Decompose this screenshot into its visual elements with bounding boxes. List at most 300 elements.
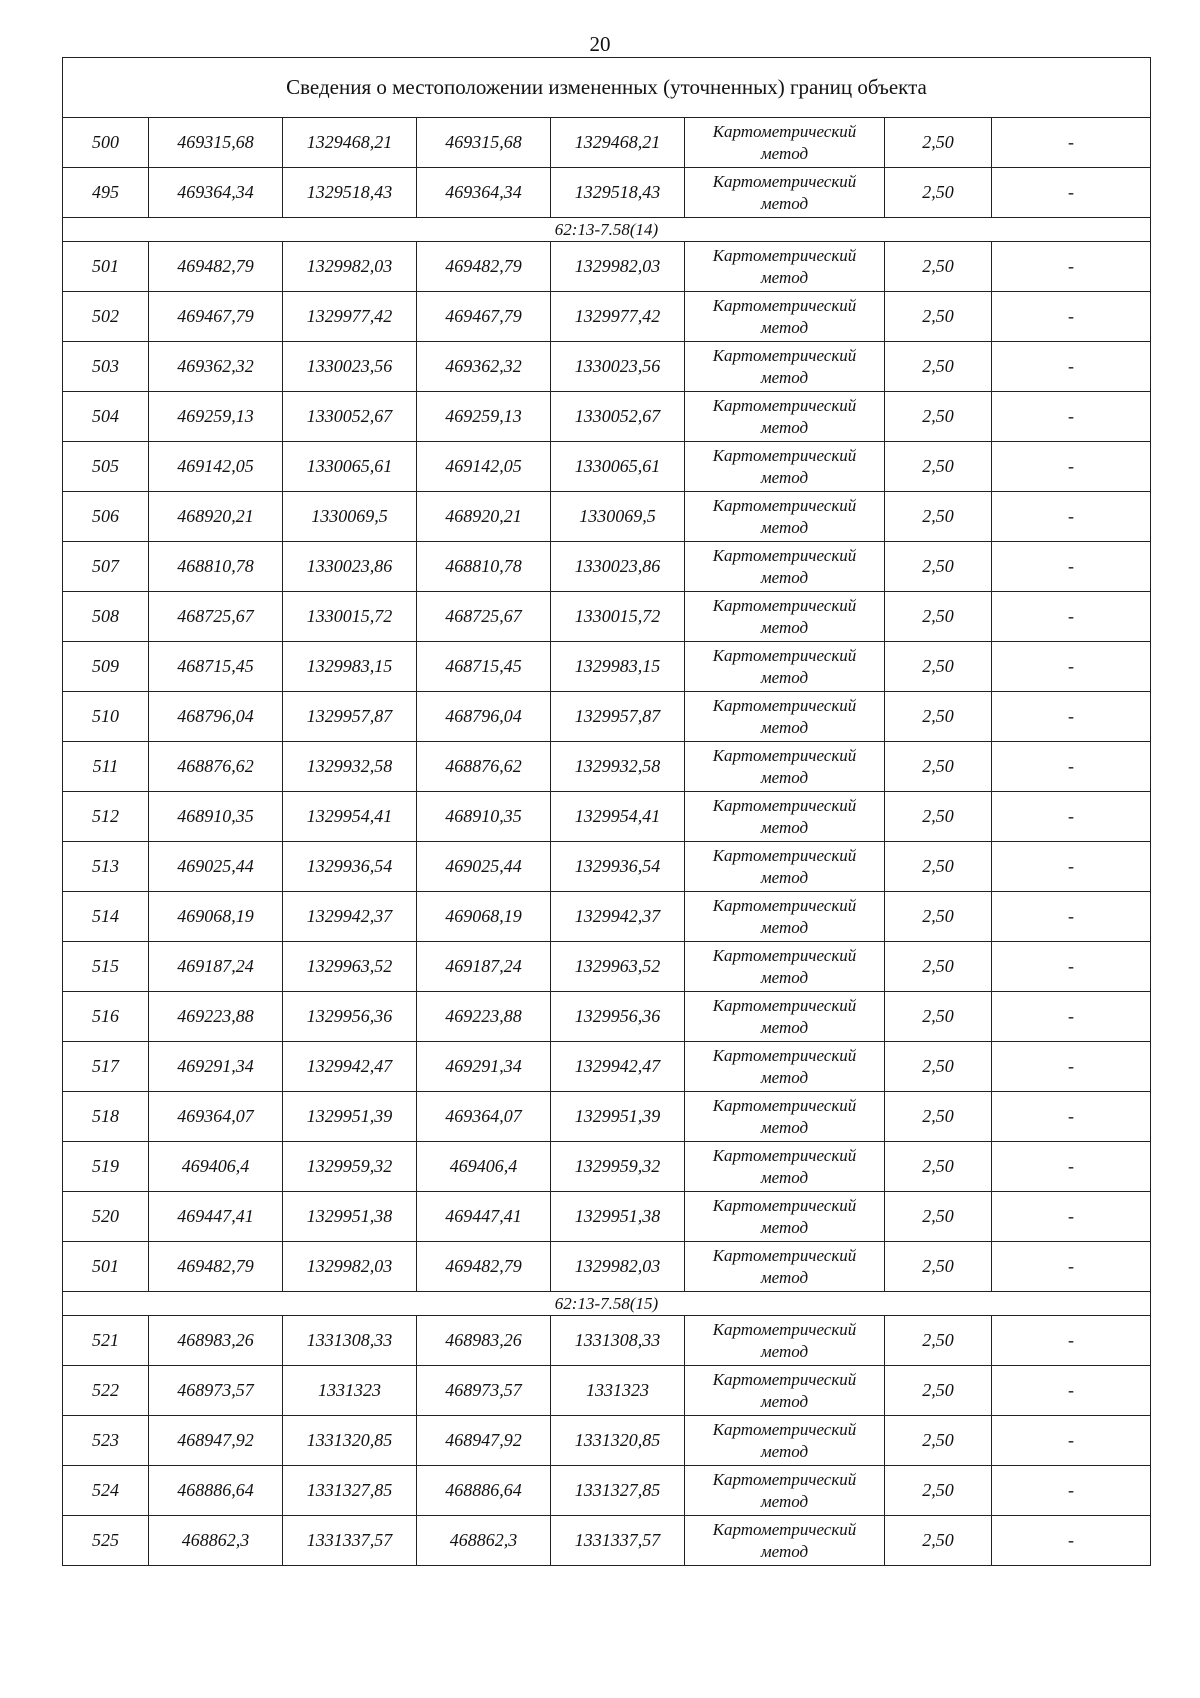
method-cell: [685, 1192, 885, 1242]
x-old-cell: 469467,79: [149, 292, 283, 342]
method-line-1: Картометрический: [712, 245, 857, 265]
table-row: [63, 792, 1151, 842]
x-old-cell: 469406,4: [149, 1142, 283, 1192]
y-new-cell: 1329983,15: [551, 642, 685, 692]
accuracy-cell: 2,50: [885, 1042, 992, 1092]
accuracy-cell: 2,50: [885, 592, 992, 642]
y-new-cell: 1329518,43: [551, 168, 685, 218]
y-old-cell: 1329951,38: [283, 1192, 417, 1242]
y-old-cell: 1329956,36: [283, 992, 417, 1042]
x-new-cell: 469068,19: [417, 892, 551, 942]
point-number-cell: 522: [63, 1366, 149, 1416]
y-old-cell: 1331337,57: [283, 1516, 417, 1566]
point-number-cell: 502: [63, 292, 149, 342]
x-old-cell: 468983,26: [149, 1316, 283, 1366]
table-row: [63, 1192, 1151, 1242]
x-new-cell: 469364,34: [417, 168, 551, 218]
method-line-2: метод: [760, 867, 809, 887]
method-cell: [685, 442, 885, 492]
table-row: [63, 1416, 1151, 1466]
method-line-2: метод: [760, 817, 809, 837]
table-row: [63, 392, 1151, 442]
accuracy-cell: 2,50: [885, 942, 992, 992]
accuracy-cell: 2,50: [885, 168, 992, 218]
table-row: [63, 1242, 1151, 1292]
y-new-cell: 1331323: [551, 1366, 685, 1416]
y-new-cell: 1329982,03: [551, 1242, 685, 1292]
x-old-cell: 468862,3: [149, 1516, 283, 1566]
point-number-cell: 512: [63, 792, 149, 842]
method-line-2: метод: [760, 1267, 809, 1287]
y-new-cell: 1331337,57: [551, 1516, 685, 1566]
method-line-2: метод: [760, 567, 809, 587]
x-old-cell: 468796,04: [149, 692, 283, 742]
table-row: [63, 292, 1151, 342]
x-new-cell: 469025,44: [417, 842, 551, 892]
accuracy-cell: 2,50: [885, 1466, 992, 1516]
method-line-1: Картометрический: [712, 1195, 857, 1215]
method-line-1: Картометрический: [712, 395, 857, 415]
accuracy-cell: 2,50: [885, 992, 992, 1042]
y-new-cell: 1330065,61: [551, 442, 685, 492]
point-number-cell: 507: [63, 542, 149, 592]
method-line-2: метод: [760, 1167, 809, 1187]
y-new-cell: 1329982,03: [551, 242, 685, 292]
table-row: [63, 1042, 1151, 1092]
x-old-cell: 469068,19: [149, 892, 283, 942]
method-line-1: Картометрический: [712, 1369, 857, 1389]
method-cell: [685, 992, 885, 1042]
method-cell: [685, 1142, 885, 1192]
method-line-2: метод: [760, 193, 809, 213]
method-cell: [685, 642, 885, 692]
table-row: [63, 1366, 1151, 1416]
point-number-cell: 495: [63, 168, 149, 218]
section-header-row: [63, 218, 1151, 242]
method-line-1: Картометрический: [712, 845, 857, 865]
method-line-1: Картометрический: [712, 595, 857, 615]
y-new-cell: 1330015,72: [551, 592, 685, 642]
method-cell: [685, 118, 885, 168]
method-line-2: метод: [760, 517, 809, 537]
description-cell: -: [992, 442, 1151, 492]
y-old-cell: 1330069,5: [283, 492, 417, 542]
method-line-1: Картометрический: [712, 171, 857, 191]
method-line-1: Картометрический: [712, 295, 857, 315]
accuracy-cell: 2,50: [885, 1316, 992, 1366]
method-line-2: метод: [760, 1541, 809, 1561]
x-new-cell: 469291,34: [417, 1042, 551, 1092]
description-cell: -: [992, 1192, 1151, 1242]
y-new-cell: 1329956,36: [551, 992, 685, 1042]
method-cell: [685, 1242, 885, 1292]
point-number-cell: 514: [63, 892, 149, 942]
accuracy-cell: 2,50: [885, 118, 992, 168]
y-new-cell: 1329468,21: [551, 118, 685, 168]
y-old-cell: 1329957,87: [283, 692, 417, 742]
point-number-cell: 525: [63, 1516, 149, 1566]
description-cell: -: [992, 942, 1151, 992]
accuracy-cell: 2,50: [885, 642, 992, 692]
point-number-cell: 501: [63, 1242, 149, 1292]
description-cell: -: [992, 1466, 1151, 1516]
x-old-cell: 468920,21: [149, 492, 283, 542]
description-cell: -: [992, 842, 1151, 892]
y-old-cell: 1329518,43: [283, 168, 417, 218]
x-new-cell: 468810,78: [417, 542, 551, 592]
method-line-1: Картометрический: [712, 445, 857, 465]
y-old-cell: 1331308,33: [283, 1316, 417, 1366]
point-number-cell: 503: [63, 342, 149, 392]
method-line-2: метод: [760, 967, 809, 987]
method-line-2: метод: [760, 1067, 809, 1087]
description-cell: -: [992, 118, 1151, 168]
accuracy-cell: 2,50: [885, 442, 992, 492]
table-title-row: [63, 58, 1151, 118]
y-new-cell: 1329951,39: [551, 1092, 685, 1142]
x-old-cell: 468910,35: [149, 792, 283, 842]
method-cell: [685, 842, 885, 892]
x-new-cell: 469259,13: [417, 392, 551, 442]
point-number-cell: 519: [63, 1142, 149, 1192]
x-new-cell: 468910,35: [417, 792, 551, 842]
x-old-cell: 469142,05: [149, 442, 283, 492]
method-line-2: метод: [760, 1391, 809, 1411]
table-title: Сведения о местоположении измененных (уточненных) границ объекта: [63, 58, 1151, 118]
method-line-2: метод: [760, 767, 809, 787]
y-old-cell: 1330052,67: [283, 392, 417, 442]
method-cell: [685, 1516, 885, 1566]
point-number-cell: 517: [63, 1042, 149, 1092]
accuracy-cell: 2,50: [885, 1142, 992, 1192]
description-cell: -: [992, 992, 1151, 1042]
description-cell: -: [992, 242, 1151, 292]
y-new-cell: 1329957,87: [551, 692, 685, 742]
table-row: [63, 118, 1151, 168]
x-old-cell: 469364,07: [149, 1092, 283, 1142]
accuracy-cell: 2,50: [885, 242, 992, 292]
description-cell: -: [992, 592, 1151, 642]
y-new-cell: 1329942,47: [551, 1042, 685, 1092]
x-old-cell: 469315,68: [149, 118, 283, 168]
point-number-cell: 508: [63, 592, 149, 642]
method-line-1: Картометрический: [712, 121, 857, 141]
point-number-cell: 510: [63, 692, 149, 742]
point-number-cell: 500: [63, 118, 149, 168]
method-cell: [685, 1042, 885, 1092]
y-new-cell: 1331327,85: [551, 1466, 685, 1516]
table-row: [63, 942, 1151, 992]
description-cell: -: [992, 742, 1151, 792]
table-row: [63, 992, 1151, 1042]
table-row: [63, 492, 1151, 542]
x-old-cell: 469362,32: [149, 342, 283, 392]
x-new-cell: 468973,57: [417, 1366, 551, 1416]
method-line-2: метод: [760, 1017, 809, 1037]
x-old-cell: 468810,78: [149, 542, 283, 592]
y-new-cell: 1329954,41: [551, 792, 685, 842]
y-old-cell: 1329942,47: [283, 1042, 417, 1092]
description-cell: -: [992, 692, 1151, 742]
y-old-cell: 1329983,15: [283, 642, 417, 692]
method-line-1: Картометрический: [712, 1319, 857, 1339]
table-row: [63, 742, 1151, 792]
point-number-cell: 509: [63, 642, 149, 692]
method-line-2: метод: [760, 317, 809, 337]
method-line-1: Картометрический: [712, 745, 857, 765]
y-new-cell: 1329959,32: [551, 1142, 685, 1192]
accuracy-cell: 2,50: [885, 792, 992, 842]
x-new-cell: 469447,41: [417, 1192, 551, 1242]
x-old-cell: 469223,88: [149, 992, 283, 1042]
x-new-cell: 468715,45: [417, 642, 551, 692]
method-line-2: метод: [760, 717, 809, 737]
method-cell: [685, 592, 885, 642]
x-new-cell: 469467,79: [417, 292, 551, 342]
y-old-cell: 1330015,72: [283, 592, 417, 642]
x-old-cell: 468876,62: [149, 742, 283, 792]
y-old-cell: 1329951,39: [283, 1092, 417, 1142]
point-number-cell: 521: [63, 1316, 149, 1366]
table-row: [63, 1516, 1151, 1566]
method-cell: [685, 168, 885, 218]
x-new-cell: 468796,04: [417, 692, 551, 742]
x-old-cell: 468886,64: [149, 1466, 283, 1516]
method-cell: [685, 892, 885, 942]
x-new-cell: 468876,62: [417, 742, 551, 792]
description-cell: -: [992, 1242, 1151, 1292]
accuracy-cell: 2,50: [885, 1092, 992, 1142]
y-new-cell: 1329977,42: [551, 292, 685, 342]
method-line-1: Картометрический: [712, 995, 857, 1015]
method-cell: [685, 292, 885, 342]
description-cell: -: [992, 1316, 1151, 1366]
cadastral-section-label: 62:13-7.58(15): [63, 1292, 1151, 1316]
table-row: [63, 442, 1151, 492]
point-number-cell: 520: [63, 1192, 149, 1242]
method-line-2: метод: [760, 367, 809, 387]
method-cell: [685, 1316, 885, 1366]
y-old-cell: 1330023,56: [283, 342, 417, 392]
y-old-cell: 1329936,54: [283, 842, 417, 892]
method-line-1: Картометрический: [712, 1145, 857, 1165]
accuracy-cell: 2,50: [885, 292, 992, 342]
boundary-coordinates-table: [62, 57, 1151, 1566]
method-cell: [685, 1416, 885, 1466]
x-new-cell: 469406,4: [417, 1142, 551, 1192]
x-new-cell: 469223,88: [417, 992, 551, 1042]
x-old-cell: 469364,34: [149, 168, 283, 218]
x-old-cell: 469482,79: [149, 1242, 283, 1292]
accuracy-cell: 2,50: [885, 842, 992, 892]
accuracy-cell: 2,50: [885, 342, 992, 392]
y-new-cell: 1331320,85: [551, 1416, 685, 1466]
y-old-cell: 1330065,61: [283, 442, 417, 492]
y-old-cell: 1329963,52: [283, 942, 417, 992]
x-new-cell: 468725,67: [417, 592, 551, 642]
table-row: [63, 642, 1151, 692]
table-row: [63, 1092, 1151, 1142]
x-old-cell: 469187,24: [149, 942, 283, 992]
x-new-cell: 468886,64: [417, 1466, 551, 1516]
page-number: 20: [589, 32, 611, 56]
method-line-2: метод: [760, 1341, 809, 1361]
method-line-1: Картометрический: [712, 545, 857, 565]
accuracy-cell: 2,50: [885, 392, 992, 442]
table-row: [63, 342, 1151, 392]
x-new-cell: 469482,79: [417, 242, 551, 292]
description-cell: -: [992, 892, 1151, 942]
description-cell: -: [992, 542, 1151, 592]
y-old-cell: 1329977,42: [283, 292, 417, 342]
point-number-cell: 504: [63, 392, 149, 442]
point-number-cell: 505: [63, 442, 149, 492]
method-cell: [685, 242, 885, 292]
y-new-cell: 1329932,58: [551, 742, 685, 792]
description-cell: -: [992, 492, 1151, 542]
table-row: [63, 692, 1151, 742]
method-line-1: Картометрический: [712, 1245, 857, 1265]
method-line-2: метод: [760, 1217, 809, 1237]
description-cell: -: [992, 392, 1151, 442]
method-line-1: Картометрический: [712, 1419, 857, 1439]
point-number-cell: 518: [63, 1092, 149, 1142]
method-line-2: метод: [760, 1491, 809, 1511]
method-line-1: Картометрический: [712, 695, 857, 715]
description-cell: -: [992, 1092, 1151, 1142]
description-cell: -: [992, 1142, 1151, 1192]
description-cell: -: [992, 1366, 1151, 1416]
method-line-2: метод: [760, 917, 809, 937]
point-number-cell: 511: [63, 742, 149, 792]
x-old-cell: 469259,13: [149, 392, 283, 442]
description-cell: -: [992, 1416, 1151, 1466]
method-line-1: Картометрический: [712, 1469, 857, 1489]
y-old-cell: 1329942,37: [283, 892, 417, 942]
method-cell: [685, 1466, 885, 1516]
method-cell: [685, 1092, 885, 1142]
description-cell: -: [992, 292, 1151, 342]
table-row: [63, 1142, 1151, 1192]
x-new-cell: 469362,32: [417, 342, 551, 392]
description-cell: -: [992, 342, 1151, 392]
table-row: [63, 592, 1151, 642]
y-new-cell: 1329963,52: [551, 942, 685, 992]
x-new-cell: 469315,68: [417, 118, 551, 168]
y-new-cell: 1329951,38: [551, 1192, 685, 1242]
y-new-cell: 1329942,37: [551, 892, 685, 942]
table-row: [63, 842, 1151, 892]
description-cell: -: [992, 1516, 1151, 1566]
method-line-1: Картометрический: [712, 645, 857, 665]
accuracy-cell: 2,50: [885, 542, 992, 592]
x-old-cell: 468973,57: [149, 1366, 283, 1416]
point-number-cell: 506: [63, 492, 149, 542]
method-cell: [685, 342, 885, 392]
method-line-2: метод: [760, 667, 809, 687]
method-cell: [685, 1366, 885, 1416]
x-new-cell: 469187,24: [417, 942, 551, 992]
accuracy-cell: 2,50: [885, 1366, 992, 1416]
y-old-cell: 1329468,21: [283, 118, 417, 168]
method-line-1: Картометрический: [712, 795, 857, 815]
method-cell: [685, 792, 885, 842]
y-new-cell: 1329936,54: [551, 842, 685, 892]
description-cell: -: [992, 642, 1151, 692]
method-cell: [685, 692, 885, 742]
accuracy-cell: 2,50: [885, 1516, 992, 1566]
section-header-row: [63, 1292, 1151, 1316]
accuracy-cell: 2,50: [885, 1242, 992, 1292]
point-number-cell: 513: [63, 842, 149, 892]
method-cell: [685, 942, 885, 992]
accuracy-cell: 2,50: [885, 892, 992, 942]
method-cell: [685, 392, 885, 442]
method-line-2: метод: [760, 417, 809, 437]
x-old-cell: 469291,34: [149, 1042, 283, 1092]
x-new-cell: 469364,07: [417, 1092, 551, 1142]
point-number-cell: 515: [63, 942, 149, 992]
method-cell: [685, 742, 885, 792]
method-line-2: метод: [760, 467, 809, 487]
accuracy-cell: 2,50: [885, 742, 992, 792]
y-old-cell: 1330023,86: [283, 542, 417, 592]
table-row: [63, 892, 1151, 942]
method-line-2: метод: [760, 267, 809, 287]
accuracy-cell: 2,50: [885, 492, 992, 542]
y-new-cell: 1330023,86: [551, 542, 685, 592]
description-cell: -: [992, 792, 1151, 842]
cadastral-section-label: 62:13-7.58(14): [63, 218, 1151, 242]
table-row: [63, 1466, 1151, 1516]
point-number-cell: 523: [63, 1416, 149, 1466]
table-row: [63, 1316, 1151, 1366]
method-line-1: Картометрический: [712, 345, 857, 365]
method-line-1: Картометрический: [712, 945, 857, 965]
accuracy-cell: 2,50: [885, 692, 992, 742]
description-cell: -: [992, 1042, 1151, 1092]
x-new-cell: 468920,21: [417, 492, 551, 542]
x-old-cell: 469447,41: [149, 1192, 283, 1242]
table-row: [63, 242, 1151, 292]
accuracy-cell: 2,50: [885, 1416, 992, 1466]
method-cell: [685, 542, 885, 592]
y-old-cell: 1331320,85: [283, 1416, 417, 1466]
table-row: [63, 168, 1151, 218]
y-old-cell: 1329954,41: [283, 792, 417, 842]
point-number-cell: 524: [63, 1466, 149, 1516]
y-new-cell: 1330023,56: [551, 342, 685, 392]
method-line-2: метод: [760, 1117, 809, 1137]
y-old-cell: 1331323: [283, 1366, 417, 1416]
x-new-cell: 469482,79: [417, 1242, 551, 1292]
y-new-cell: 1331308,33: [551, 1316, 685, 1366]
x-old-cell: 468947,92: [149, 1416, 283, 1466]
method-line-1: Картометрический: [712, 1519, 857, 1539]
y-old-cell: 1329932,58: [283, 742, 417, 792]
method-line-1: Картометрический: [712, 895, 857, 915]
x-old-cell: 469025,44: [149, 842, 283, 892]
x-old-cell: 468725,67: [149, 592, 283, 642]
method-cell: [685, 492, 885, 542]
method-line-1: Картометрический: [712, 1045, 857, 1065]
y-old-cell: 1329959,32: [283, 1142, 417, 1192]
x-new-cell: 468983,26: [417, 1316, 551, 1366]
y-old-cell: 1329982,03: [283, 242, 417, 292]
x-new-cell: 469142,05: [417, 442, 551, 492]
x-old-cell: 469482,79: [149, 242, 283, 292]
x-new-cell: 468862,3: [417, 1516, 551, 1566]
